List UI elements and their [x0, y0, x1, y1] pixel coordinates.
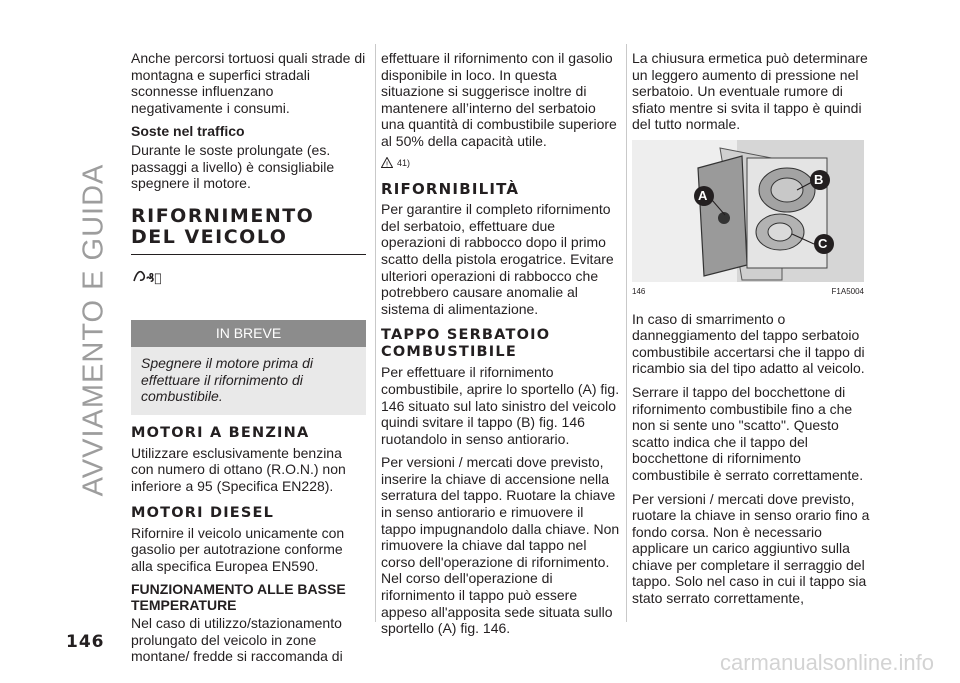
figure-label-c: C: [818, 235, 828, 251]
intro-paragraph: Anche percorsi tortuosi quali strade di montagna e superfici stradali sconnesse influenzano negativamente i consumi.: [131, 50, 366, 116]
diesel-heading: MOTORI DIESEL: [131, 504, 275, 521]
diesel-paragraph: Rifornire il veicolo unicamente con gasolio per autotrazione conforme alla specifica Europea EN590.: [131, 524, 345, 574]
column-divider: [375, 44, 376, 622]
rifornibilita-paragraph: Per garantire il completo rifornimento del serbatoio, effettuare due operazioni di rabbocco dopo il primo scatto della pistola erogatrice. Evitare ulteriori operazioni di rabbocco che potrebbero causare anomalie al sistema di alimentazione.: [381, 201, 614, 317]
alfa-logo-icon: [131, 265, 175, 287]
warning-triangle-icon: [381, 157, 393, 168]
brand-logo: [131, 263, 366, 291]
figure-caption: [632, 284, 864, 301]
in-breve-header: IN BREVE: [131, 320, 366, 347]
figure-number: 146: [632, 286, 646, 296]
svg-text:₰᪸: ₰᪸: [146, 270, 162, 285]
rifornibilita-heading: RIFORNIBILITÀ: [381, 180, 520, 199]
fuel-cap-figure: [632, 140, 864, 282]
in-breve-body: Spegnere il motore prima di effettuare il rifornimento di combustibile.: [131, 347, 366, 415]
column-divider: [626, 44, 627, 622]
figure-label-b: B: [814, 171, 824, 187]
page-number: 146: [66, 632, 105, 652]
pressure-paragraph: La chiusura ermetica può determinare un leggero aumento di pressione nel serbatoio. Un eventuale rumore di sfiato mentre si svita il tappo è quindi del tutto normale.: [632, 50, 868, 133]
figure-code: F1A5004: [831, 286, 864, 296]
basse-temperature-paragraph: Nel caso di utilizzo/stazionamento prolungato del veicolo in zone montane/ fredde si raccomanda di: [131, 615, 343, 665]
fuel-cap-illustration: [632, 140, 864, 282]
figure-label-a: A: [698, 187, 708, 203]
svg-text:!: !: [385, 160, 389, 169]
soste-heading: Soste nel traffico: [131, 123, 245, 140]
warning-reference: [381, 155, 621, 172]
column-1: [131, 50, 366, 672]
warning-reference-number: 41): [397, 157, 411, 168]
section-side-tab: [72, 40, 116, 620]
watermark-text: carmanualsonline.info: [719, 650, 934, 675]
column-3: [632, 50, 877, 614]
soste-paragraph: Durante le soste prolungate (es. passaggi a livello) è consigliabile spegnere il motore.: [131, 141, 335, 192]
tappo-heading: TAPPO SERBATOIO COMBUSTIBILE: [381, 327, 551, 361]
section-title: RIFORNIMENTO DEL VEICOLO: [131, 204, 315, 248]
title-rule: [131, 254, 366, 255]
tappo-paragraph-2: Per versioni / mercati dove previsto, inserire la chiave di accensione nella serratura del tappo. Ruotare la chiave in senso antiorario e rimuovere il tappo impugnandolo dalla chiave. Non rimuovere la chiave dal tappo nel corso dell'operazione di rifornimento. Nel corso dell'operazione di rifornimento il tappo può essere appeso all'apposita sede situata sullo sportello (A) fig. 146.: [381, 454, 620, 637]
benzina-heading: MOTORI A BENZINA: [131, 424, 310, 441]
tighten-paragraph: Serrare il tappo del bocchettone di rifornimento combustibile fino a che non si sente uno "scatto". Questo scatto indica che il tappo del bocchettone di rifornimento combustibile è serrato correttamente.: [632, 383, 864, 483]
benzina-paragraph: Utilizzare esclusivamente benzina con numero di ottano (R.O.N.) non inferiore a 95 (Specifica EN228).: [131, 444, 346, 494]
section-side-tab-label: AVVIAMENTO E GUIDA: [77, 163, 110, 497]
basse-temperature-heading: FUNZIONAMENTO ALLE BASSE TEMPERATURE: [131, 581, 346, 614]
key-paragraph: Per versioni / mercati dove previsto, ruotare la chiave in senso orario fino a fondo corsa. Non è necessario applicare un carico aggiuntivo sulla chiave per completare il serraggio del tappo. Solo nel caso in cui il tappo sia stato serrato correttamente,: [632, 490, 870, 607]
replacement-paragraph: In caso di smarrimento o danneggiamento del tappo serbatoio combustibile accertarsi che il tappo di ricambio sia del tipo adatto al veicolo.: [632, 310, 865, 377]
tappo-paragraph-1: Per effettuare il rifornimento combustibile, aprire lo sportello (A) fig. 146 situato sul lato sinistro del veicolo quindi svitare il tappo (B) fig. 146 ruotandolo in senso antiorario.: [381, 364, 620, 447]
continued-paragraph: effettuare il rifornimento con il gasolio disponibile in loco. In questa situazione si suggerisce inoltre di mantenere all’interno del serbatoio una quantità di combustibile superiore al 50% della capacità utile.: [381, 50, 617, 149]
column-2: [381, 50, 621, 644]
